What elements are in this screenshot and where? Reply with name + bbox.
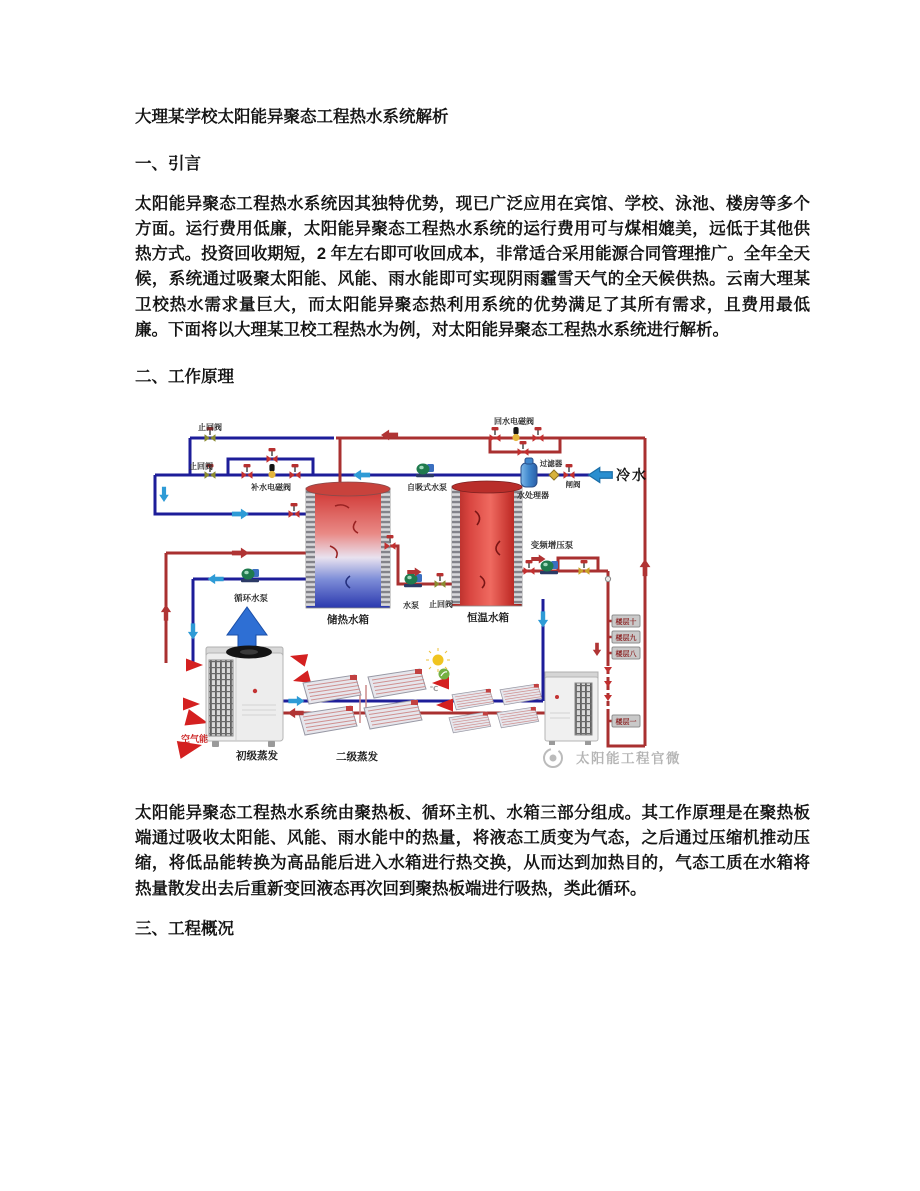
makeup-line-valve-icon — [267, 448, 278, 463]
cold-water-inlet-arrow — [589, 467, 613, 482]
system-diagram-figure — [140, 404, 800, 779]
primary-evaporation-label: 初级蒸发 — [236, 749, 278, 762]
secondary-evaporation-label: 二级蒸发 — [336, 750, 378, 763]
return-solenoid-icon — [512, 427, 519, 441]
self-priming-pump-label: 自吸式水泵 — [407, 482, 447, 492]
cold-water-label: 冷水 — [616, 466, 648, 483]
hp1-grille — [209, 660, 233, 736]
booster-outlet-valve-icon — [579, 560, 590, 575]
check-valve-mid-icon — [435, 573, 446, 588]
collector-panels-secondary — [449, 684, 542, 733]
sun-icon — [426, 648, 450, 672]
constant-temp-tank — [452, 481, 522, 606]
circulating-pump-label: 循环水泵 — [233, 592, 269, 603]
floor-8-label: 楼层八 — [615, 650, 637, 658]
water-processor-label: 水处理器 — [517, 490, 549, 500]
temp-mark-label: ℃ — [429, 685, 439, 693]
water-pump-icon — [404, 573, 422, 587]
self-priming-pump-icon — [416, 463, 434, 477]
bypass-valve-icon — [518, 441, 529, 456]
water-pump-label: 水泵 — [403, 600, 419, 610]
filter-icon — [549, 470, 559, 480]
gate-valve-icon — [564, 464, 575, 479]
riser-float-valve-icon — [605, 576, 610, 581]
floor-9-label: 楼层九 — [615, 634, 637, 642]
makeup-valve-b-icon — [290, 464, 301, 479]
booster-inlet-valve-icon — [524, 560, 535, 575]
makeup-solenoid-icon — [268, 464, 275, 478]
constant-temp-tank-label: 恒温水箱 — [467, 611, 509, 624]
makeup-solenoid-label: 补水电磁阀 — [251, 482, 291, 492]
secondary-heat-pump-unit — [545, 672, 598, 745]
section-2-heading: 二、工作原理 — [135, 368, 234, 387]
makeup-valve-a-icon — [242, 464, 253, 479]
system-schematic-svg — [140, 404, 800, 779]
principle-paragraph: 太阳能异聚态工程热水系统由聚热板、循环主机、水箱三部分组成。其工作原理是在聚热板端通过吸收太阳能、风能、雨水能中的热量，将液态工质变为气态，之后通过压缩机推动压缩，将低品能转换为高品能后进入水箱进行热交换，从而达到加热目的，气态工质在水箱将热量散发出去后重新变回液态再次回到聚热板端进行吸热，类此循环。 — [135, 803, 810, 898]
intro-paragraph: 太阳能异聚态工程热水系统因其独特优势，现已广泛应用在宾馆、学校、泳池、楼房等多个方面。运行费用低廉，太阳能异聚态工程热水系统的运行费用可与煤相媲美，远低于其他供热方式。投资回收期短，2 年左右即可收回成本，非常适合采用能源合同管理推广。全年全天候，系统通过吸聚太阳能、风能、雨水能即可实现阴雨霾雪天气的全天候供热。云南大理某卫校热水需求量巨大，而太阳能异聚态热利用系统的优势满足了其所有需求，且费用最低廉。下面将以大理某卫校工程热水为例，对太阳能异聚态工程热水系统进行解析。 — [135, 194, 810, 340]
storage-tank-label: 储热水箱 — [327, 613, 369, 626]
return-solenoid-label: 回水电磁阀 — [494, 416, 534, 426]
return-valve-a-icon — [490, 427, 501, 442]
air-energy-label: 空气能 — [181, 733, 209, 744]
gate-valve-label: 闸阀 — [565, 479, 581, 489]
filter-label: 过滤器 — [539, 458, 563, 468]
page-title: 大理某学校太阳能异聚态工程热水系统解析 — [135, 108, 449, 126]
watermark — [544, 749, 681, 767]
check-valve-mid-label: 止回阀 — [429, 599, 453, 609]
section-3-heading: 三、工程概况 — [135, 919, 234, 938]
dashed-flow-ticks — [604, 667, 612, 701]
water-processor-icon — [521, 458, 537, 487]
circulating-pump-icon — [241, 568, 259, 582]
return-valve-b-icon — [533, 427, 544, 442]
floor-10-label: 楼层十 — [615, 618, 637, 626]
section-1-heading: 一、引言 — [135, 155, 201, 174]
tank-feed-valve-icon — [289, 503, 300, 518]
check-valve-top-label: 止回阀 — [198, 422, 222, 432]
floor-1-label: 楼层一 — [615, 718, 637, 726]
eco-leaf-icon — [439, 668, 450, 679]
booster-pump-label: 变频增压泵 — [530, 539, 574, 550]
collector-panels-primary — [299, 648, 453, 735]
check-valve-left-label: 止回阀 — [189, 461, 213, 471]
booster-pump-icon — [540, 560, 558, 574]
watermark-label: 太阳能工程官微 — [576, 750, 681, 766]
storage-tank — [306, 482, 390, 608]
